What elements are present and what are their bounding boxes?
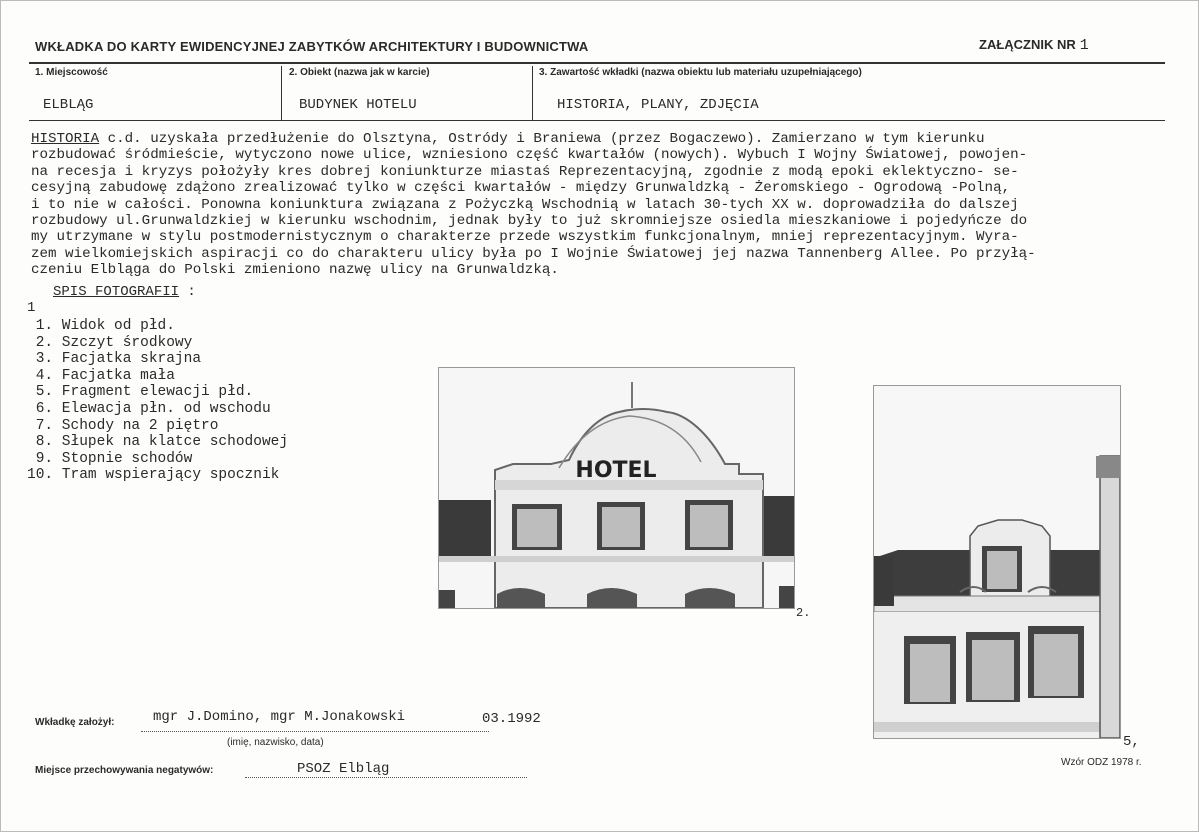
history-line: c.d. uzyskała przedłużenie do Olsztyna, Ostródy i Braniewa (przez Bogaczewo). Zamierzano w tym kierunku — [99, 131, 985, 147]
history-line: czeniu Elbląga do Polski zmieniono nazwę ulicy na Grunwaldzką. — [31, 262, 559, 279]
attachment-label: ZAŁĄCZNIK NR — [979, 37, 1076, 52]
field-value-place: ELBLĄG — [43, 97, 94, 113]
field-label-place: 1. Miejscowość — [35, 67, 108, 78]
hotel-sign: HOTEL — [575, 458, 657, 483]
list-item: 7. Schody na 2 piętro — [27, 417, 219, 434]
list-item: 3. Facjatka skrajna — [27, 351, 202, 368]
history-line: na recesja i kryzys położyły kres dobrej koniunkturze miastaś Reprezentacyjną, zgodnie z modą epoki eklektyczno- se- — [31, 163, 1019, 180]
photo-hotel-gable — [438, 367, 795, 609]
field-label-object: 2. Obiekt (nazwa jak w karcie) — [289, 67, 430, 78]
list-item: 9. Stopnie schodów — [27, 450, 193, 467]
header-rule — [29, 62, 1165, 64]
attachment-number-value: 1 — [1079, 37, 1089, 54]
storage-value: PSOZ Elbląg — [297, 761, 390, 777]
photo-list-colon: : — [179, 284, 196, 300]
field-value-object: BUDYNEK HOTELU — [299, 97, 417, 113]
field-value-contents: HISTORIA, PLANY, ZDJĘCIA — [557, 97, 759, 113]
history-line: i to nie w całości. Ponowna koniunktura związana z Pożyczką Wschodnią w latach 30-tych XX w. doprowadziła do dalszej — [31, 196, 1019, 213]
field-divider-1 — [281, 66, 282, 120]
storage-label: Miejsce przechowywania negatywów: — [35, 765, 214, 776]
photo-list-heading — [53, 284, 196, 300]
history-text — [31, 131, 1171, 279]
list-item: 4. Facjatka mała — [27, 367, 175, 384]
photo-hotel-gable-image — [439, 368, 794, 608]
fields-bottom-rule — [29, 120, 1165, 121]
author-hint: (imię, nazwisko, data) — [227, 737, 324, 748]
list-item: 6. Elewacja płn. od wschodu — [27, 400, 271, 417]
list-item: 10. Tram wspierający spocznik — [27, 467, 280, 484]
author-date: 03.1992 — [482, 711, 541, 727]
photo-list-title: SPIS FOTOGRAFII — [53, 284, 180, 300]
history-line: rozbudować śródmieście, wytyczono nowe ulice, wzniesiono część kwartałów (nowych). Wybuch I Wojny Światowej, powojen- — [31, 147, 1028, 164]
photo-dormer-facade-image — [874, 386, 1120, 738]
author-dotted-line — [141, 731, 489, 732]
field-label-contents: 3. Zawartość wkładki (nazwa obiektu lub materiału uzupełniającego) — [539, 67, 862, 78]
field-divider-2 — [532, 66, 533, 120]
photo-list — [27, 318, 288, 484]
list-item: 2. Szczyt środkowy — [27, 334, 193, 351]
photo-list-marker: 1 — [27, 300, 36, 316]
photo-number-2: 2. — [796, 606, 811, 620]
photo-number-5: 5, — [1123, 734, 1140, 750]
document-title: WKŁADKA DO KARTY EWIDENCYJNEJ ZABYTKÓW ARCHITEKTURY I BUDOWNICTWA — [35, 39, 589, 54]
attachment-number — [979, 37, 1089, 54]
author-value: mgr J.Domino, mgr M.Jonakowski — [153, 709, 406, 725]
author-label: Wkładkę założył: — [35, 717, 115, 728]
history-heading: HISTORIA — [31, 131, 100, 147]
form-reference: Wzór ODZ 1978 r. — [1061, 757, 1142, 768]
history-line: zem wielkomiejskich aspiracji co do charakteru ulicy była po I Wojnie Światowej jej nazwa Tannenberg Allee. Po przyłą- — [31, 245, 1036, 262]
storage-dotted-line — [245, 777, 527, 778]
history-line: cesyjną zabudowę zdążono zrealizować tylko w części kwartałów - między Grunwaldzką - Żeromskiego - Ogrodową -Polną, — [31, 180, 1011, 197]
list-item: 1. Widok od płd. — [27, 318, 175, 334]
photo-dormer-facade — [873, 385, 1121, 739]
list-item: 5. Fragment elewacji płd. — [27, 384, 254, 401]
history-line: my utrzymane w stylu postmodernistycznym o charakterze przede wszystkim funkcjonalnym, mniej reprezentacyjnym. Wyra- — [31, 229, 1019, 246]
history-line: rozbudowy ul.Grunwaldzkiej w kierunku wschodnim, jednak były to już skromniejsze osiedla mieszkaniowe i pojedyńcze do — [31, 213, 1028, 230]
list-item: 8. Słupek na klatce schodowej — [27, 434, 289, 451]
